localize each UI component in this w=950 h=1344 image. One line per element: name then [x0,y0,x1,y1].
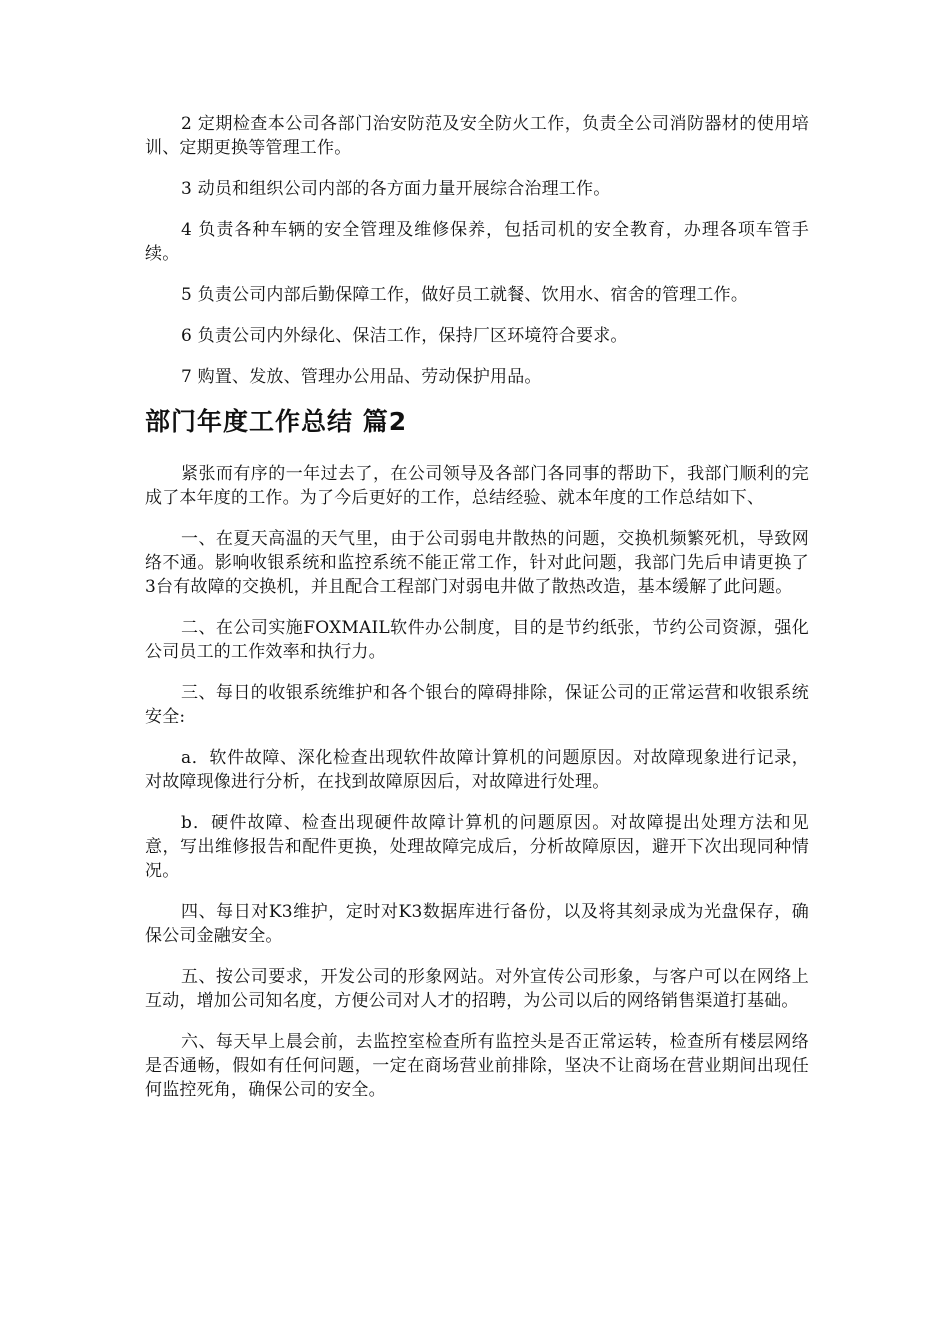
summary-item-2: 二、在公司实施FOXMAIL软件办公制度，目的是节约纸张，节约公司资源，强化公司员工的工作效率和执行力。 [145,618,809,662]
duty-item-7: 7 购置、发放、管理办公用品、劳动保护用品。 [181,367,542,387]
duty-item-5: 5 负责公司内部后勤保障工作，做好员工就餐、饮用水、宿舍的管理工作。 [181,285,749,305]
summary-item-1: 一、在夏天高温的天气里，由于公司弱电井散热的问题，交换机频繁死机，导致网络不通。影响收银系统和监控系统不能正常工作，针对此问题，我部门先后申请更换了3台有故障的交换机，并且配合工程部门对弱电井做了散热改造，基本缓解了此问题。 [145,529,809,597]
document-page [145,112,809,1119]
duty-item-2: 2 定期检查本公司各部门治安防范及安全防火工作，负责全公司消防器材的使用培训、定期更换等管理工作。 [145,114,809,158]
summary-item-5: 五、按公司要求，开发公司的形象网站。对外宣传公司形象，与客户可以在网络上互动，增加公司知名度，方便公司对人才的招聘，为公司以后的网络销售渠道打基础。 [145,967,809,1011]
intro-paragraph: 紧张而有序的一年过去了，在公司领导及各部门各同事的帮助下，我部门顺利的完成了本年度的工作。为了今后更好的工作，总结经验、就本年度的工作总结如下、 [145,464,809,508]
duty-item-4: 4 负责各种车辆的安全管理及维修保养，包括司机的安全教育，办理各项车管手续。 [145,220,809,264]
summary-item-3a: a．软件故障、深化检查出现软件故障计算机的问题原因。对故障现象进行记录，对故障现像进行分析，在找到故障原因后，对故障进行处理。 [145,748,809,792]
duty-item-6: 6 负责公司内外绿化、保洁工作，保持厂区环境符合要求。 [181,326,628,346]
section-heading: 部门年度工作总结 篇2 [145,407,408,436]
summary-item-3: 三、每日的收银系统维护和各个银台的障碍排除，保证公司的正常运营和收银系统安全: [145,683,809,727]
summary-item-3b: b．硬件故障、检查出现硬件故障计算机的问题原因。对故障提出处理方法和见意，写出维修报告和配件更换，处理故障完成后，分析故障原因，避开下次出现同种情况。 [145,813,809,881]
summary-item-4: 四、每日对K3维护，定时对K3数据库进行备份，以及将其刻录成为光盘保存，确保公司金融安全。 [145,902,809,946]
duty-item-3: 3 动员和组织公司内部的各方面力量开展综合治理工作。 [181,179,611,199]
summary-item-6: 六、每天早上晨会前，去监控室检查所有监控头是否正常运转，检查所有楼层网络是否通畅，假如有任何问题，一定在商场营业前排除，坚决不让商场在营业期间出现任何监控死角，确保公司的安全。 [145,1032,809,1100]
